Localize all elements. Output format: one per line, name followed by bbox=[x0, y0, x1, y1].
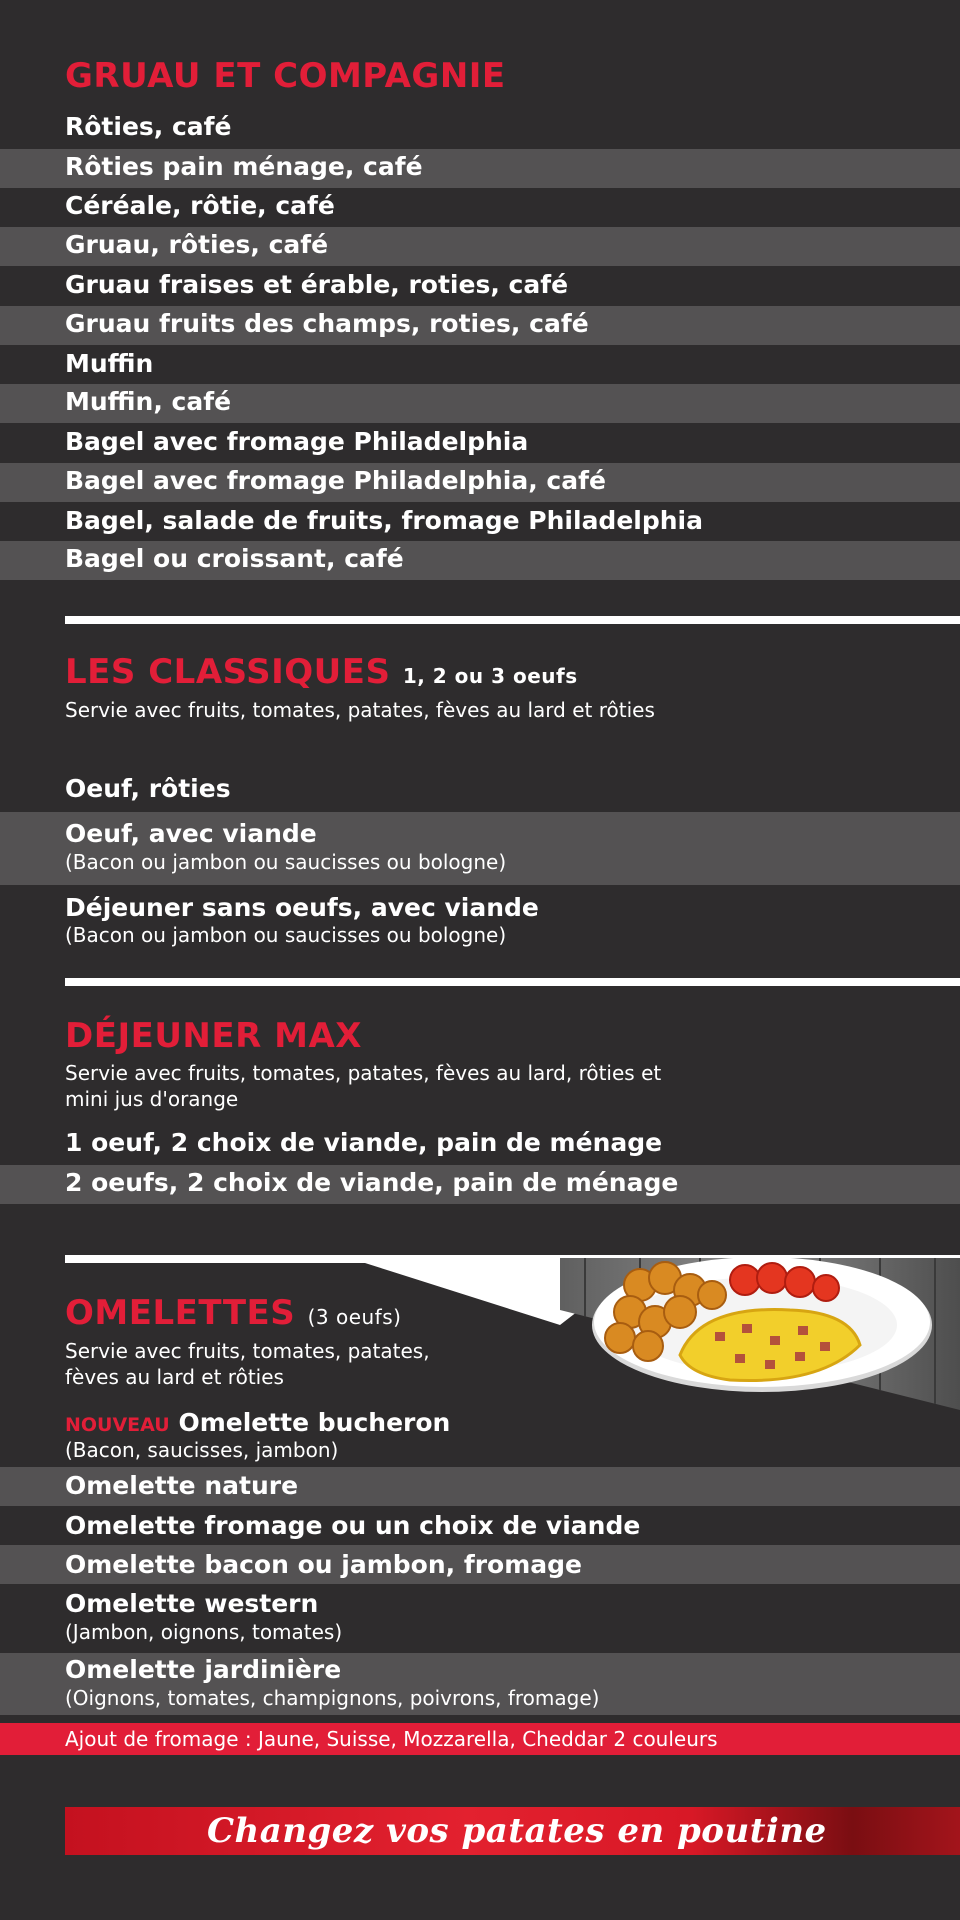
menu-item: Omelette bacon ou jambon, fromage bbox=[65, 1550, 582, 1579]
section-description: Servie avec fruits, tomates, patates, fèves au lard et rôties bbox=[65, 698, 655, 722]
section-description: mini jus d'orange bbox=[65, 1087, 239, 1111]
menu-item: Gruau fraises et érable, roties, café bbox=[65, 270, 569, 299]
section-title-text: LES CLASSIQUES bbox=[65, 652, 391, 692]
menu-item: 1 oeuf, 2 choix de viande, pain de ménage bbox=[65, 1128, 663, 1157]
menu-item-detail: (Bacon, saucisses, jambon) bbox=[65, 1438, 339, 1462]
cheese-note: Ajout de fromage : Jaune, Suisse, Mozzarella, Cheddar 2 couleurs bbox=[65, 1727, 718, 1751]
menu-item: Rôties, café bbox=[65, 112, 232, 141]
menu-item: Omelette fromage ou un choix de viande bbox=[65, 1511, 641, 1540]
menu-item-detail: (Bacon ou jambon ou saucisses ou bologne) bbox=[65, 923, 507, 947]
menu-item: Gruau fruits des champs, roties, café bbox=[65, 309, 589, 338]
menu-item: Déjeuner sans oeufs, avec viande bbox=[65, 893, 539, 922]
menu-item: Oeuf, avec viande bbox=[65, 819, 317, 848]
section-description: Servie avec fruits, tomates, patates, fèves au lard, rôties et bbox=[65, 1061, 662, 1085]
menu-item-featured bbox=[65, 1408, 450, 1437]
new-badge: NOUVEAU bbox=[65, 1414, 170, 1436]
section-title-omelettes bbox=[65, 1293, 401, 1333]
menu-item: Muffin, café bbox=[65, 387, 232, 416]
section-title-gruau: GRUAU ET COMPAGNIE bbox=[65, 56, 506, 96]
menu-item: Céréale, rôtie, café bbox=[65, 191, 335, 220]
section-description: fèves au lard et rôties bbox=[65, 1365, 284, 1389]
menu-item-detail: (Jambon, oignons, tomates) bbox=[65, 1620, 343, 1644]
menu-item-name: Omelette bucheron bbox=[178, 1408, 451, 1437]
menu-item: Bagel ou croissant, café bbox=[65, 544, 404, 573]
section-divider bbox=[65, 616, 960, 624]
menu-item: Omelette western bbox=[65, 1589, 319, 1618]
menu-item: Bagel avec fromage Philadelphia, café bbox=[65, 466, 606, 495]
menu-item-detail: (Bacon ou jambon ou saucisses ou bologne) bbox=[65, 850, 507, 874]
menu-item: Omelette nature bbox=[65, 1471, 299, 1500]
menu-item: Oeuf, rôties bbox=[65, 774, 231, 803]
section-divider bbox=[65, 978, 960, 986]
menu-item: Omelette jardinière bbox=[65, 1655, 342, 1684]
menu-item: Gruau, rôties, café bbox=[65, 230, 329, 259]
section-title-note: (3 oeufs) bbox=[307, 1305, 402, 1329]
menu-item: Bagel avec fromage Philadelphia bbox=[65, 427, 529, 456]
menu-item: 2 oeufs, 2 choix de viande, pain de ménage bbox=[65, 1168, 679, 1197]
menu-item-detail: (Oignons, tomates, champignons, poivrons, fromage) bbox=[65, 1686, 600, 1710]
poutine-banner bbox=[65, 1807, 960, 1855]
section-title-classiques bbox=[65, 652, 578, 692]
section-description: Servie avec fruits, tomates, patates, bbox=[65, 1339, 430, 1363]
menu-item: Bagel, salade de fruits, fromage Philadelphia bbox=[65, 506, 703, 535]
section-title-note: 1, 2 ou 3 oeufs bbox=[402, 664, 578, 688]
poutine-banner-text: Changez vos patates en poutine bbox=[207, 1811, 827, 1851]
menu-item: Rôties pain ménage, café bbox=[65, 152, 423, 181]
section-title-max: DÉJEUNER MAX bbox=[65, 1016, 362, 1056]
menu-item: Muffin bbox=[65, 349, 154, 378]
section-title-text: OMELETTES bbox=[65, 1293, 296, 1333]
